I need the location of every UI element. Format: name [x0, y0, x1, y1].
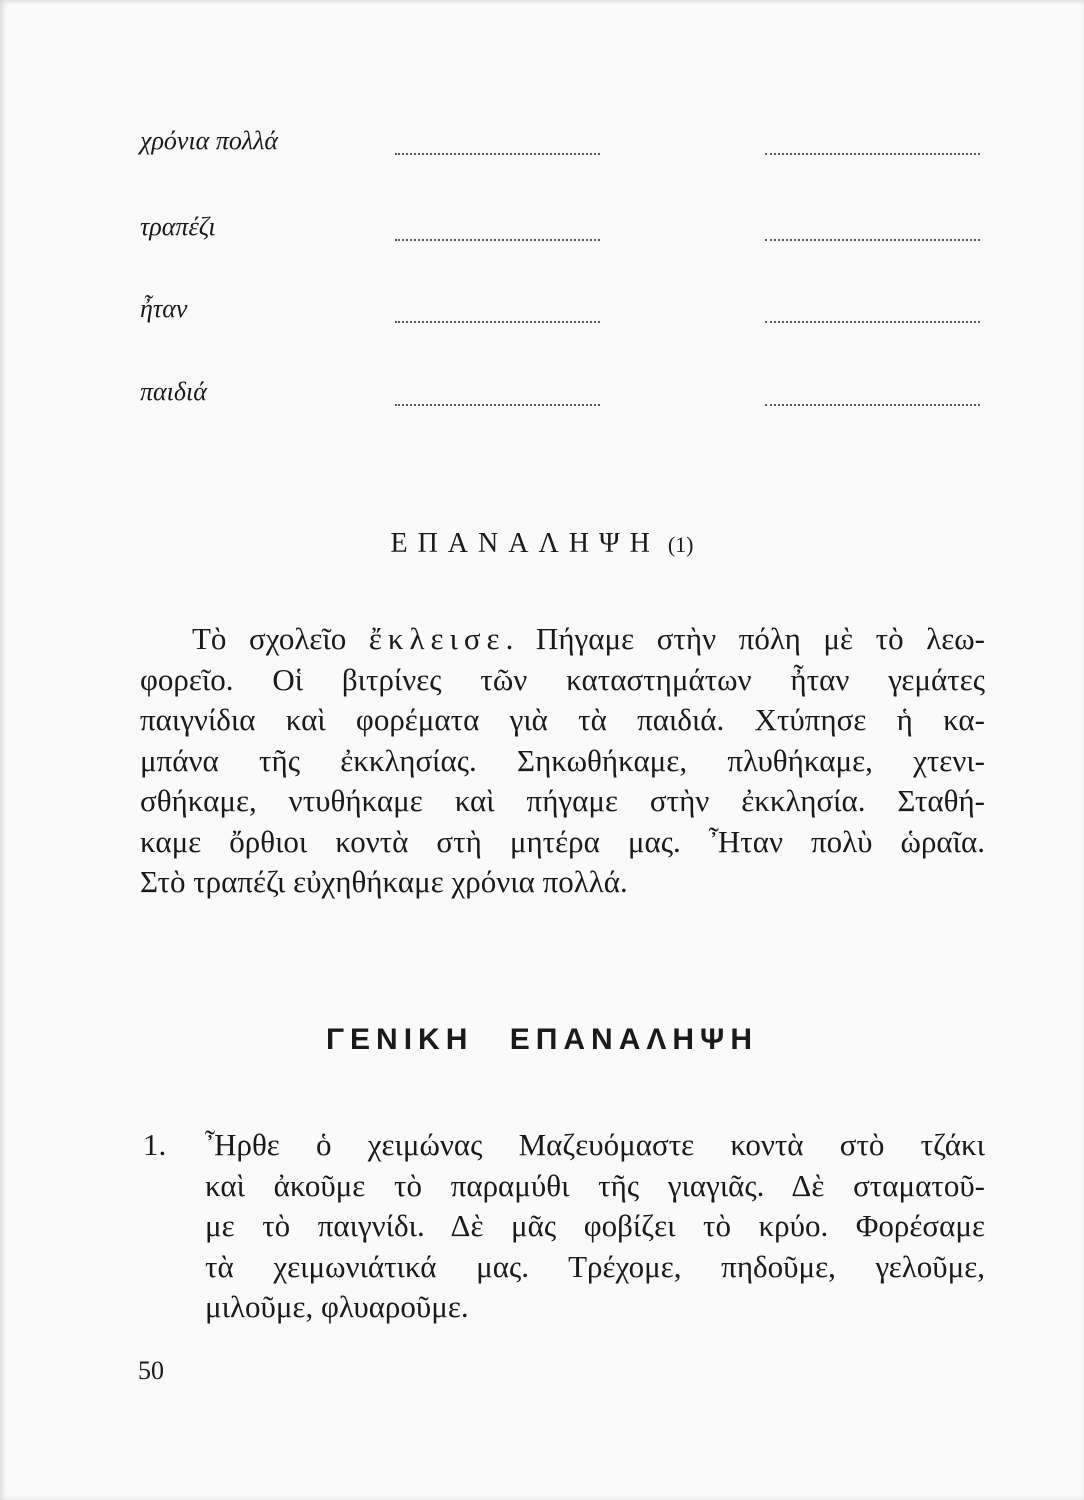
paragraph-line: Στὸ τραπέζι εὐχηθήκαμε χρόνια πολλά.: [140, 864, 628, 899]
paragraph-line: καμε ὄρθιοι κοντὰ στὴ μητέρα μας. Ἦταν πολὺ ὡραῖα.: [140, 823, 985, 859]
paragraph-line: μπάνα τῆς ἐκκλησίας. Σηκωθήκαμε, πλυθήκαμε, χτενι-: [140, 742, 985, 778]
exercise-paragraph: [205, 1125, 985, 1328]
paragraph-line: φορεῖο. Οἱ βιτρίνες τῶν καταστημάτων ἦταν γεμάτες: [140, 661, 985, 697]
paragraph-line: [140, 619, 985, 660]
vocab-row: [0, 124, 1084, 158]
blank-line: [765, 404, 980, 406]
reading-paragraph: [140, 619, 985, 903]
paragraph-line: καὶ ἀκοῦμε τὸ παραμύθι τῆς γιαγιᾶς. Δὲ σταματοῦ-: [205, 1167, 985, 1203]
blank-line: [765, 153, 980, 155]
section-heading-text: ΕΠΑΝΑΛΗΨΗ: [390, 528, 660, 559]
vocab-row: [0, 292, 1084, 326]
paragraph-line: Ἦρθε ὁ χειμώνας Μαζευόμαστε κοντὰ στὸ τζάκι: [205, 1127, 985, 1162]
line-text: Τὸ σχολεῖο: [192, 621, 369, 656]
paragraph-line: τὰ χειμωνιάτικά μας. Τρέχομε, πηδοῦμε, γελοῦμε,: [205, 1248, 985, 1284]
paragraph-line: με τὸ παιγνίδι. Δὲ μᾶς φοβίζει τὸ κρύο. Φορέσαμε: [205, 1208, 985, 1243]
emphasized-word: ἔκλεισε: [368, 621, 506, 656]
blank-line: [395, 321, 600, 323]
blank-line: [395, 404, 600, 406]
general-review-heading: ΓΕΝΙΚΗ ΕΠΑΝΑΛΗΨΗ: [326, 1023, 758, 1056]
blank-line: [395, 239, 600, 241]
vocab-row: [0, 210, 1084, 244]
blank-line: [765, 321, 980, 323]
paragraph-line: παιγνίδια καὶ φορέματα γιὰ τὰ παιδιά. Χτύπησε ἡ κα-: [140, 702, 985, 737]
vocab-word: ἦταν: [140, 294, 188, 323]
paragraph-line: μιλοῦμε, φλυαροῦμε.: [205, 1289, 469, 1324]
exercise-number: 1.: [143, 1127, 167, 1162]
section-heading: [0, 524, 1084, 565]
section-heading-number: (1): [667, 532, 694, 557]
blank-line: [765, 239, 980, 241]
page-number: 50: [138, 1356, 164, 1385]
paragraph-line: σθήκαμε, ντυθήκαμε καὶ πήγαμε στὴν ἐκκλησία. Σταθή-: [140, 783, 985, 818]
vocab-word: παιδιά: [140, 377, 207, 406]
vocab-word: τραπέζι: [140, 212, 216, 241]
line-text: . Πήγαμε στὴν πόλη μὲ τὸ λεω-: [505, 621, 985, 656]
vocab-row: [0, 375, 1084, 409]
vocab-word: χρόνια πολλά: [140, 126, 279, 155]
blank-line: [395, 153, 600, 155]
